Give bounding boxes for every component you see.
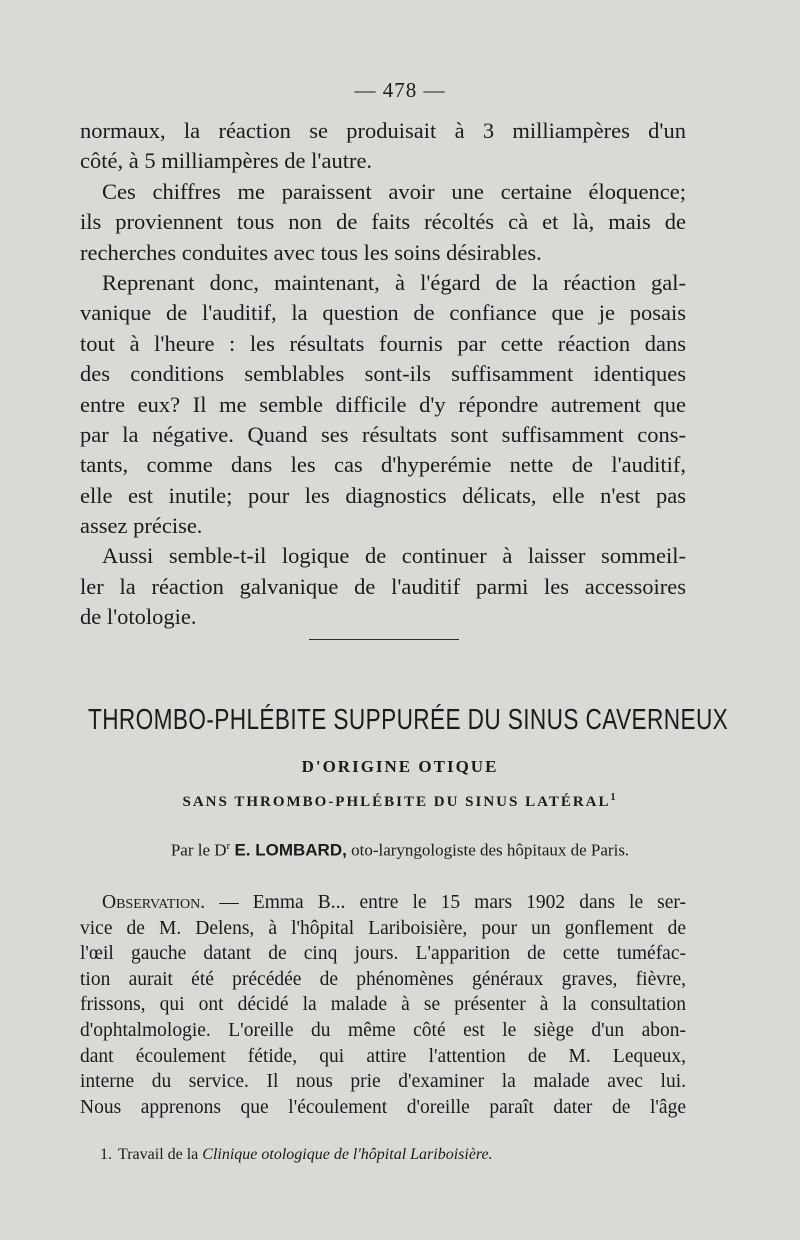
footnote-marker: 1 <box>610 792 618 803</box>
text-line: recherches conduites avec tous les soins désirables. <box>80 239 542 265</box>
page-number: — 478 — <box>354 78 446 102</box>
text-line: tout à l'heure : les résultats fournis par cette réaction dans <box>80 330 686 356</box>
article-subtitle-origin: D'ORIGINE OTIQUE <box>301 757 499 776</box>
text-line: vice de M. Delens, à l'hôpital Lariboisière, pour un gonflement de <box>80 917 686 939</box>
text-line: côté, à 5 milliampères de l'autre. <box>80 148 373 174</box>
footnote-italic: Clinique otologique de l'hôpital Lariboisière. <box>202 1146 493 1163</box>
author-name: E. LOMBARD, <box>234 840 347 860</box>
footnote-text: Travail de la <box>118 1146 203 1163</box>
byline-suffix: oto-laryngologiste des hôpitaux de Paris. <box>351 840 630 860</box>
text-line: par la négative. Quand ses résultats sont suffisamment cons- <box>80 421 686 447</box>
text-line <box>80 890 686 916</box>
text-line: l'œil gauche datant de cinq jours. L'apparition de cette tuméfac- <box>80 943 686 965</box>
text-line: interne du service. Il nous prie d'examiner la malade avec lui. <box>80 1071 686 1093</box>
text-line: vanique de l'auditif, la question de confiance que je posais <box>80 300 686 326</box>
text-line: ler la réaction galvanique de l'auditif parmi les accessoires <box>80 573 686 599</box>
subtitle-text: SANS THROMBO-PHLÉBITE DU SINUS LATÉRAL <box>182 794 611 810</box>
section-divider <box>309 639 459 640</box>
article-title: THROMBO-PHLÉBITE SUPPURÉE DU SINUS CAVERNEUX <box>88 704 729 736</box>
text-line: des conditions semblables sont-ils suffisamment identiques <box>80 361 686 387</box>
text-line: tants, comme dans les cas d'hyperémie nette de l'auditif, <box>80 452 686 478</box>
text-line: dant écoulement fétide, qui attire l'attention de M. Lequeux, <box>80 1045 686 1067</box>
footnote <box>100 1146 493 1164</box>
byline-prefix: Par le D <box>170 840 227 860</box>
body-text-top <box>80 116 686 633</box>
footnote-number: 1. <box>100 1146 112 1163</box>
byline <box>0 840 800 861</box>
article-subtitle-lateral <box>0 792 800 811</box>
text-line: tion aurait été précédée de phénomènes généraux graves, fièvre, <box>80 968 686 990</box>
text-line: frissons, qui ont décidé la malade à se présenter à la consultation <box>80 994 686 1016</box>
text-line: ils proviennent tous non de faits récoltés cà et là, mais de <box>80 209 686 235</box>
text-line: d'ophtalmologie. L'oreille du même côté est le siège d'un abon- <box>80 1019 686 1041</box>
byline-sup: r <box>226 840 231 852</box>
text-line: elle est inutile; pour les diagnostics délicats, elle n'est pas <box>80 482 686 508</box>
text-line: entre eux? Il me semble difficile d'y répondre autrement que <box>80 391 686 417</box>
observation-line: — Emma B... entre le 15 mars 1902 dans le ser- <box>205 892 686 913</box>
text-line: Reprenant donc, maintenant, à l'égard de la réaction gal- <box>102 269 686 295</box>
observation-lead: Observation. <box>102 892 206 913</box>
text-line: Ces chiffres me paraissent avoir une certaine éloquence; <box>102 178 686 204</box>
text-line: de l'otologie. <box>80 604 197 630</box>
text-line: normaux, la réaction se produisait à 3 milliampères d'un <box>80 118 686 143</box>
observation-text <box>80 890 686 1120</box>
text-line: Nous apprenons que l'écoulement d'oreille paraît dater de l'âge <box>80 1096 686 1118</box>
text-line: Aussi semble-t-il logique de continuer à laisser sommeil- <box>102 543 686 569</box>
text-line: assez précise. <box>80 513 203 539</box>
